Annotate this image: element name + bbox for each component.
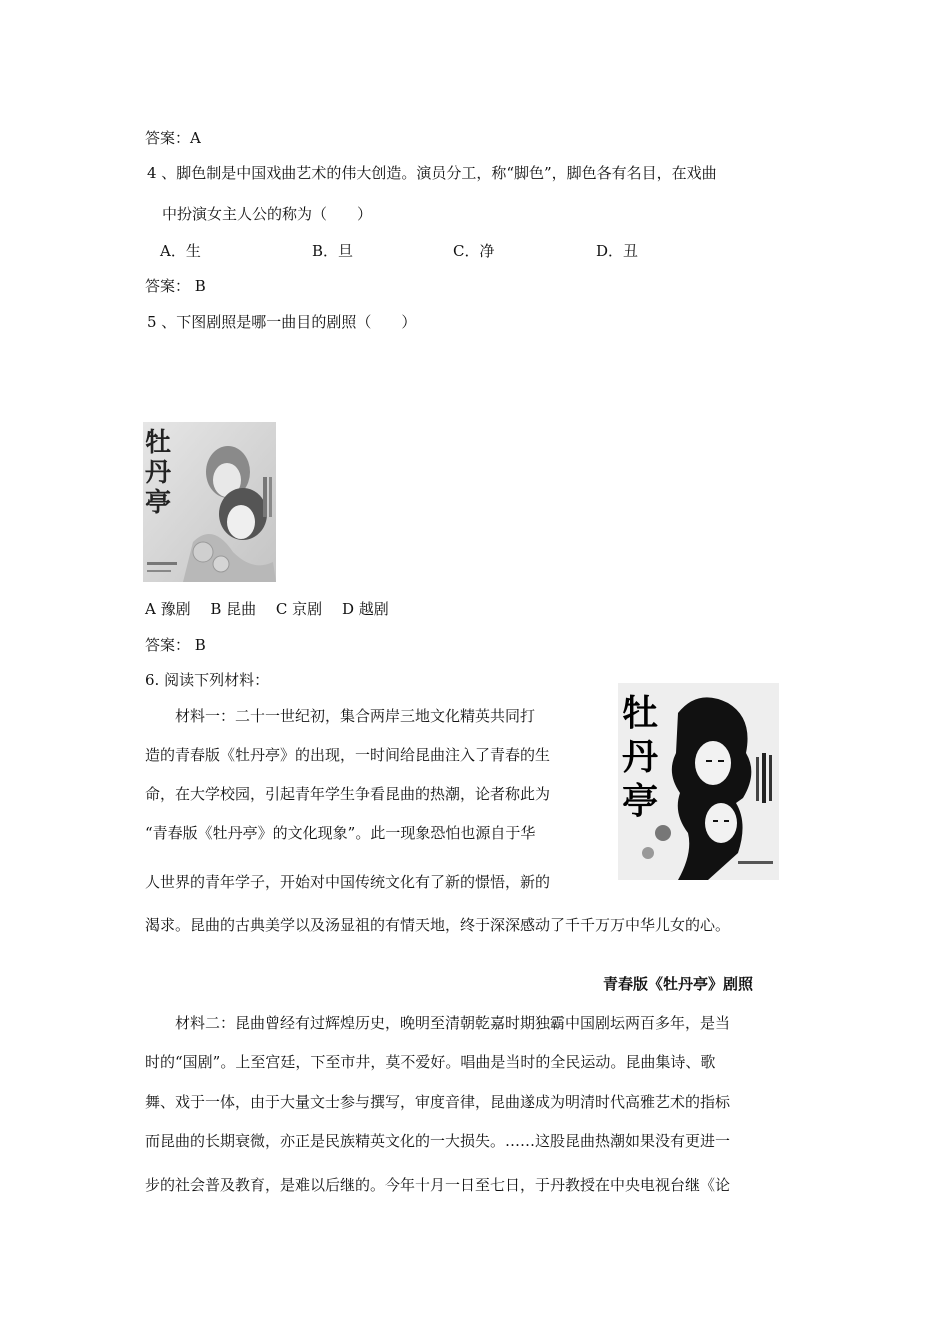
youth-peony-pavilion-photo (618, 683, 779, 880)
answer-q4: 答案： B (145, 277, 206, 295)
material-1-line-4: “青春版《牡丹亭》的文化现象”。此一现象恐怕也源自于华 (145, 824, 536, 842)
material-1-line-6: 渴求。昆曲的古典美学以及汤显祖的有情天地，终于深深感动了千千万万中华儿女的心。 (145, 916, 731, 934)
material-2-line-4: 而昆曲的长期衰微，亦正是民族精英文化的一大损失。……这股昆曲热潮如果没有更进一 (145, 1132, 731, 1150)
material-1-line-5: 人世界的青年学子，开始对中国传统文化有了新的憬悟，新的 (145, 873, 551, 891)
q4-option-c: C．净 (453, 242, 495, 260)
material-2-line-2: 时的“国剧”。上至宫廷，下至市井，莫不爱好。唱曲是当时的全民运动。昆曲集诗、歌 (145, 1053, 716, 1071)
question-6-heading: 6. 阅读下列材料： (145, 671, 270, 689)
material-1-line-1: 材料一：二十一世纪初，集合两岸三地文化精英共同打 (175, 707, 536, 725)
q4-option-d: D．丑 (596, 242, 639, 260)
photo-caption: 青春版《牡丹亭》剧照 (603, 975, 754, 993)
material-1-line-3: 命，在大学校园，引起青年学生争看昆曲的热潮，论者称此为 (145, 785, 551, 803)
q4-option-b: B．旦 (312, 242, 354, 260)
answer-q5: 答案： B (145, 636, 206, 654)
question-4-line-1: 4 、脚色制是中国戏曲艺术的伟大创造。演员分工，称“脚色”，脚色各有名目，在戏曲 (147, 164, 717, 182)
material-2-line-3: 舞、戏于一体，由于大量文士参与撰写，审度音律，昆曲遂成为明清时代高雅艺术的指标 (145, 1093, 731, 1111)
question-4-line-2: 中扮演女主人公的称为（ ） (162, 205, 373, 223)
material-2-line-1: 材料二：昆曲曾经有过辉煌历史，晚明至清朝乾嘉时期独霸中国剧坛两百多年，是当 (175, 1014, 731, 1032)
material-2-line-5: 步的社会普及教育，是难以后继的。今年十月一日至七日，于丹教授在中央电视台继《论 (145, 1176, 731, 1194)
q4-option-a: A．生 (160, 242, 201, 260)
material-1-line-2: 造的青春版《牡丹亭》的出现，一时间给昆曲注入了青春的生 (145, 746, 551, 764)
answer-q3: 答案：A (145, 129, 201, 147)
peony-pavilion-poster-photo (143, 422, 276, 582)
poster-2-title: 牡丹亭 (622, 692, 659, 822)
question-5-options: A 豫剧 B 昆曲 C 京剧 D 越剧 (145, 600, 389, 618)
poster-1-title: 牡丹亭 (145, 428, 172, 518)
question-5: 5 、下图剧照是哪一曲目的剧照（ ） (147, 313, 417, 331)
